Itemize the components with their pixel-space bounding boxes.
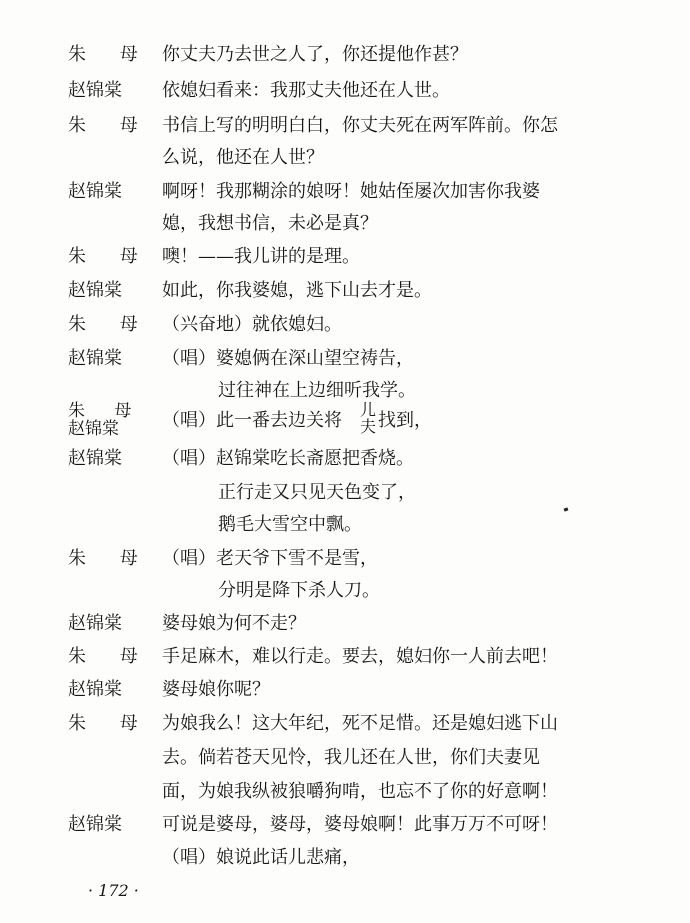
dialogue-line-joint: [0, 402, 690, 442]
line-text: 找到，: [378, 410, 432, 431]
speaker-name: 赵锦棠: [68, 814, 122, 835]
stacked-char-bottom: 夫: [360, 417, 377, 436]
line-text: 正行走又只见天色变了，: [218, 482, 416, 503]
speaker-name: 赵锦棠: [68, 613, 122, 634]
line-text: 手足麻木，难以行走。要去，媳妇你一人前去吧！: [162, 646, 558, 667]
stacked-char-top: 儿: [360, 400, 377, 419]
speaker-name: 朱 母: [68, 548, 152, 569]
line-text: 媳，我想书信，未必是真？: [162, 213, 378, 234]
line-text: 如此，你我婆媳，逃下山去才是。: [162, 280, 432, 301]
speaker-name: 朱 母: [68, 246, 152, 267]
speaker-name: 朱 母: [68, 314, 152, 335]
speaker-name: 赵锦棠: [68, 448, 122, 469]
speaker-name: 赵锦棠: [68, 280, 122, 301]
line-text: 婆母娘你呢？: [162, 679, 270, 700]
speaker-name: 朱 母: [68, 401, 144, 421]
speaker-name: 朱 母: [68, 44, 152, 65]
line-text: 为娘我么！这大年纪，死不足惜。还是媳妇逃下山: [162, 713, 558, 734]
line-text: 书信上写的明明白白，你丈夫死在两军阵前。你怎: [162, 115, 558, 136]
speaker-name: 赵锦棠: [68, 419, 119, 439]
line-text: 你丈夫乃去世之人了，你还提他作甚？: [162, 44, 468, 65]
line-text: 噢！——我儿讲的是理。: [162, 246, 360, 267]
line-text: 分明是降下杀人刀。: [218, 580, 380, 601]
line-text: 么说，他还在人世？: [162, 147, 324, 168]
line-text: 可说是婆母，婆母，婆母娘啊！此事万万不可呀！: [162, 814, 558, 835]
line-text: （唱）老天爷下雪不是雪，: [162, 548, 378, 569]
line-text: 婆母娘为何不走？: [162, 613, 306, 634]
speaker-name: 赵锦棠: [68, 679, 122, 700]
line-text: （唱）此一番去边关将: [162, 410, 342, 431]
line-text: （兴奋地）就依媳妇。: [162, 314, 342, 335]
line-text: （唱）婆媳俩在深山望空祷告，: [162, 348, 414, 369]
speaker-name: 朱 母: [68, 646, 152, 667]
speaker-name: 赵锦棠: [68, 80, 122, 101]
line-text: （唱）赵锦棠吃长斋愿把香烧。: [162, 448, 414, 469]
line-text: 过往神在上边细听我学。: [218, 380, 416, 401]
speaker-name: 朱 母: [68, 115, 152, 136]
speaker-name: 赵锦棠: [68, 348, 122, 369]
line-text: （唱）娘说此话儿悲痛，: [162, 847, 360, 868]
line-text: 去。倘若苍天见怜，我儿还在人世，你们夫妻见: [162, 747, 540, 768]
ink-speck: [564, 507, 569, 511]
line-text: 依媳妇看来：我那丈夫他还在人世。: [162, 80, 450, 101]
line-text: 面，为娘我纵被狼嚼狗啃，也忘不了你的好意啊！: [162, 781, 558, 802]
line-text: 鹅毛大雪空中飘。: [218, 514, 362, 535]
speaker-name: 赵锦棠: [68, 181, 122, 202]
line-text: 啊呀！我那糊涂的娘呀！她姑侄屡次加害你我婆: [162, 181, 540, 202]
speaker-name: 朱 母: [68, 713, 152, 734]
page-number: · 172 ·: [88, 881, 139, 900]
